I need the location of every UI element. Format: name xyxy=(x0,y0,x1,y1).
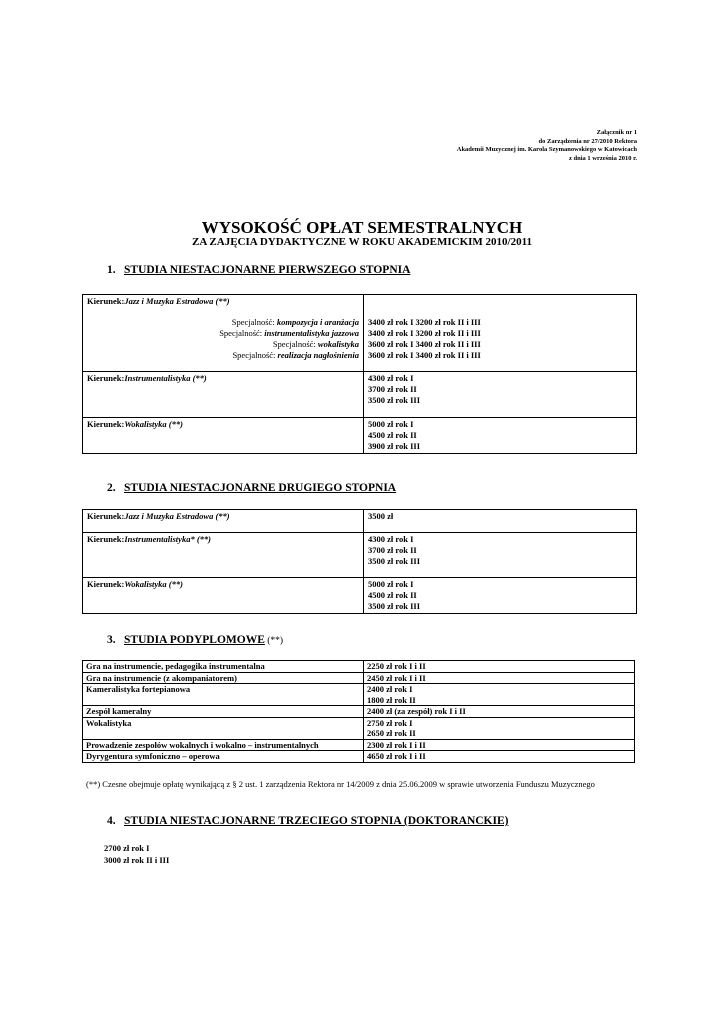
section-4-heading xyxy=(107,815,508,827)
kierunek-name: Wokalistyka (**) xyxy=(124,579,183,589)
attachment-line: z dnia 1 września 2010 r. xyxy=(568,154,637,162)
kierunek-cell xyxy=(83,578,364,614)
section-number: 2. xyxy=(107,482,116,494)
fee-line: 5000 zł rok I xyxy=(368,579,414,589)
fee-line: 4500 zł rok II xyxy=(368,430,417,440)
document-title: WYSOKOŚĆ OPŁAT SEMESTRALNYCH xyxy=(201,218,523,237)
document-subtitle: ZA ZAJĘCIA DYDAKTYCZNE W ROKU AKADEMICKIM 2010/2011 xyxy=(191,236,533,248)
fee-line: 3700 zł rok II xyxy=(368,384,417,394)
fee-line: 2700 zł rok I xyxy=(104,843,150,853)
attachment-line: Akademii Muzycznej im. Karola Szymanowskiego w Katowicach xyxy=(456,146,637,154)
kierunek-label: Kierunek: xyxy=(87,579,125,589)
program-cell: Gra na instrumencie (z akompaniatorem) xyxy=(83,672,364,684)
table-row xyxy=(83,510,637,533)
fee-line: 3500 zł rok III xyxy=(368,601,421,611)
fee-line: 4650 zł rok I i II xyxy=(367,751,426,761)
fee-line: 2650 zł rok II xyxy=(367,728,416,738)
fee-line: 3500 zł rok III xyxy=(368,395,421,405)
kierunek-label: Kierunek: xyxy=(87,296,125,306)
kierunek-cell xyxy=(83,418,364,454)
fee-line: 2400 zł rok I xyxy=(367,684,413,694)
section-1-table xyxy=(82,294,637,454)
kierunek-label: Kierunek: xyxy=(87,534,125,544)
fee-line: 3900 zł rok III xyxy=(368,441,421,451)
fee-line: 3400 zł rok I 3200 zł rok II i III xyxy=(368,317,481,327)
spec-name: kompozycja i aranżacja xyxy=(276,317,359,327)
fee-cell xyxy=(364,706,635,718)
program-cell: Zespół kameralny xyxy=(83,706,364,718)
kierunek-name: Jazz i Muzyka Estradowa (**) xyxy=(124,511,230,521)
spec-name: realizacja nagłośnienia xyxy=(277,350,359,360)
fee-line: 2750 zł rok I xyxy=(367,717,413,728)
kierunek-label: Kierunek: xyxy=(87,419,125,429)
section-number: 3. xyxy=(107,634,116,646)
kierunek-label: Kierunek: xyxy=(87,373,125,383)
table-row xyxy=(83,706,635,718)
spec-item xyxy=(87,350,359,361)
section-4-fees xyxy=(104,843,169,866)
section-3-heading xyxy=(107,634,283,646)
table-row xyxy=(83,295,637,372)
fee-line: 3600 zł rok I 3400 zł rok II i III xyxy=(368,339,481,349)
kierunek-label: Kierunek: xyxy=(87,511,125,521)
fee-cell xyxy=(364,418,637,454)
section-title: STUDIA NIESTACJONARNE DRUGIEGO STOPNIA xyxy=(124,482,397,494)
program-cell: Prowadzenie zespołów wokalnych i wokalno – instrumentalnych xyxy=(83,739,364,751)
spec-item xyxy=(87,317,359,328)
fee-cell xyxy=(364,533,637,578)
fee-cell xyxy=(364,510,637,533)
fee-line: 2250 zł rok I i II xyxy=(367,661,426,671)
fee-line: 4300 zł rok I xyxy=(368,373,414,383)
program-cell: Dyrygentura symfoniczno – operowa xyxy=(83,751,364,763)
fee-line: 5000 zł rok I xyxy=(368,419,414,429)
fee-cell xyxy=(364,661,635,673)
fee-cell xyxy=(364,751,635,763)
program-cell: Wokalistyka xyxy=(83,717,364,739)
fee-line: 3500 zł xyxy=(368,511,394,521)
fee-line: 3000 zł rok II i III xyxy=(104,854,170,865)
fee-cell xyxy=(364,672,635,684)
spec-label: Specjalność: xyxy=(232,350,278,360)
fee-cell xyxy=(364,372,637,418)
kierunek-cell xyxy=(83,372,364,418)
attachment-header xyxy=(457,129,637,163)
table-row xyxy=(83,372,637,418)
spec-label: Specjalność: xyxy=(219,328,265,338)
program-cell: Kameralistyka fortepianowa xyxy=(83,684,364,706)
table-row xyxy=(83,418,637,454)
section-2-heading xyxy=(107,482,396,494)
table-row xyxy=(83,751,635,763)
spec-label: Specjalność: xyxy=(231,317,277,327)
kierunek-name: Instrumentalistyka* (**) xyxy=(124,534,211,544)
spec-item xyxy=(87,339,359,350)
spec-item xyxy=(87,328,359,339)
table-row xyxy=(83,533,637,578)
fee-line: 4300 zł rok I xyxy=(368,534,414,544)
section-1-heading xyxy=(107,264,410,276)
fee-cell xyxy=(364,739,635,751)
fee-cell xyxy=(364,717,635,739)
fee-cell xyxy=(364,295,637,372)
kierunek-cell xyxy=(83,510,364,533)
section-3-table xyxy=(82,660,635,763)
fee-line: 3400 zł rok I 3200 zł rok II i III xyxy=(368,328,481,338)
fee-line: 3700 zł rok II xyxy=(368,545,417,555)
fee-line: 2450 zł rok I i II xyxy=(367,672,426,683)
program-cell: Gra na instrumencie, pedagogika instrumentalna xyxy=(83,661,364,673)
spec-name: wokalistyka xyxy=(317,339,359,349)
kierunek-cell xyxy=(83,533,364,578)
fee-line: 3600 zł rok I 3400 zł rok II i III xyxy=(368,350,481,360)
table-row xyxy=(83,578,637,614)
table-row xyxy=(83,661,635,673)
fee-line: 1800 zł rok II xyxy=(367,694,416,705)
table-row xyxy=(83,717,635,739)
fee-cell xyxy=(364,684,635,706)
table-row xyxy=(83,684,635,706)
section-number: 1. xyxy=(107,264,116,276)
table-row xyxy=(83,739,635,751)
spec-name: instrumentalistyka jazzowa xyxy=(264,328,359,338)
kierunek-name: Jazz i Muzyka Estradowa (**) xyxy=(124,296,230,306)
section-title: STUDIA NIESTACJONARNE TRZECIEGO STOPNIA (DOKTORANCKIE) xyxy=(124,815,509,827)
attachment-line: do Zarządzenia nr 27/2010 Rektora xyxy=(538,137,637,145)
spec-label: Specjalność: xyxy=(272,339,318,349)
kierunek-cell xyxy=(83,295,364,372)
fee-cell xyxy=(364,578,637,614)
attachment-line: Załącznik nr 1 xyxy=(596,129,637,136)
section-annotation: (**) xyxy=(264,636,284,646)
section-title: STUDIA NIESTACJONARNE PIERWSZEGO STOPNIA xyxy=(124,264,411,276)
fee-line: 3500 zł rok III xyxy=(368,556,421,566)
footnote: (**) Czesne obejmuje opłatę wynikającą z § 2 ust. 1 zarządzenia Rektora nr 14/2009 z dnia 25.06.2009 w sprawie utworzenia Funduszu Muzycznego xyxy=(86,779,595,789)
fee-line: 4500 zł rok II xyxy=(368,590,417,600)
fee-line: 2300 zł rok I i II xyxy=(367,739,426,750)
section-2-table xyxy=(82,509,637,614)
kierunek-name: Wokalistyka (**) xyxy=(124,419,183,429)
kierunek-name: Instrumentalistyka (**) xyxy=(124,373,207,383)
specializations-list xyxy=(87,317,359,361)
fee-line: 2400 zł (za zespół) rok I i II xyxy=(367,706,466,716)
section-title: STUDIA PODYPLOMOWE xyxy=(124,634,265,646)
table-row xyxy=(83,672,635,684)
section-number: 4. xyxy=(107,815,116,827)
